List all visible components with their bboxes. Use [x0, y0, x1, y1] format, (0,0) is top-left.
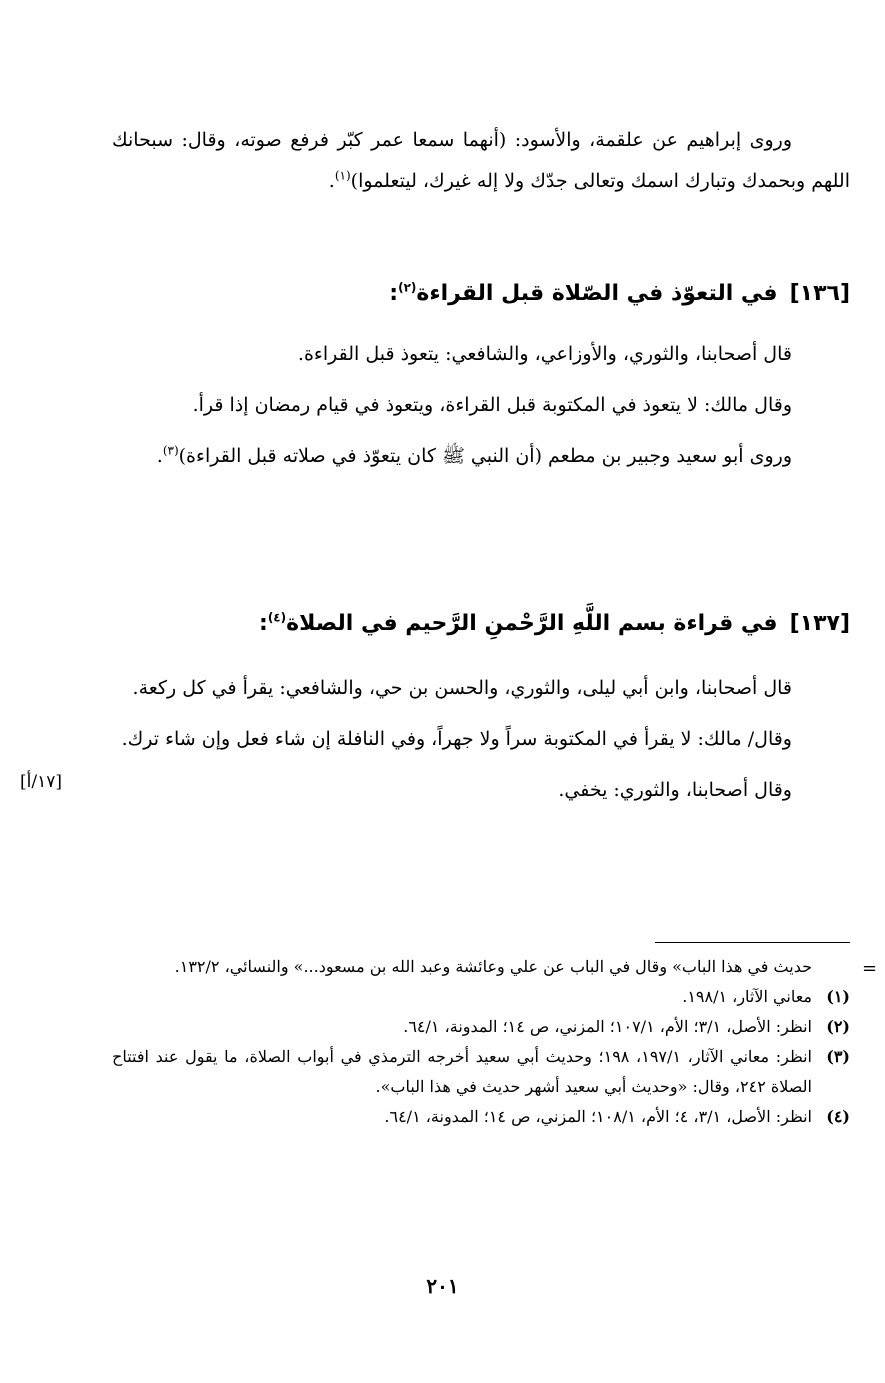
footnote-continuation [112, 952, 850, 982]
footnotes-block [112, 952, 850, 1132]
footnote-text: انظر: الأصل، ٣/١، ٤؛ الأم، ١٠٨/١؛ المزني، ص ١٤؛ المدونة، ٦٤/١. [384, 1107, 812, 1126]
footnote-item [112, 1102, 850, 1132]
opening-paragraph-block [112, 120, 850, 202]
continuation-mark: = [862, 958, 878, 979]
paragraph-ibrahim-narration [112, 120, 850, 202]
paragraph-abu-said-narration [112, 436, 850, 477]
footnote-ref-2[interactable]: (٢) [398, 280, 417, 295]
paragraph-companions-basmala: قال أصحابنا، وابن أبي ليلى، والثوري، والحسن بن حي، والشافعي: يقرأ في كل ركعة. [132, 677, 792, 699]
section-heading-136 [112, 274, 850, 314]
heading-colon: : [259, 611, 268, 636]
footnote-item [112, 1012, 850, 1042]
footnote-text: انظر: معاني الآثار، ١٩٧/١، ١٩٨؛ وحديث أبي سعيد أخرجه الترمذي في أبواب الصلاة، ما يقول عند افتتاح الصلاة ٢٤٢، وقال: «وحديث أبي سعيد أشهر حديث في هذا الباب». [112, 1047, 812, 1096]
footnote-item [112, 1042, 850, 1102]
footnote-number-blank [812, 952, 850, 982]
footnote-item [112, 982, 850, 1012]
section-137-body [112, 668, 850, 811]
footnote-ref-1[interactable]: (١) [334, 168, 351, 183]
footnote-separator [655, 942, 850, 943]
paragraph-malik-basmala: وقال/ مالك: لا يقرأ في المكتوبة سراً ولا جهراً، وفي النافلة إن شاء فعل وإن شاء ترك. [121, 728, 792, 750]
paragraph-companions-taawwudh: قال أصحابنا، والثوري، والأوزاعي، والشافعي: يتعوذ قبل القراءة. [297, 343, 792, 365]
footnote-ref-4[interactable]: (٤) [267, 610, 287, 625]
footnote-number: (٣) [826, 1047, 850, 1066]
paragraph-end: . [156, 445, 163, 467]
manuscript-folio-note: [١٧/أ] [20, 772, 62, 792]
section-136-body [112, 334, 850, 477]
section-title: في التعوّذ في الصّلاة قبل القراءة [416, 281, 778, 306]
paragraph-thawri-basmala: وقال أصحابنا، والثوري: يخفي. [558, 779, 792, 801]
section-number: [١٣٧] [789, 611, 850, 636]
paragraph-end: . [328, 170, 335, 192]
footnote-number: (١) [826, 987, 850, 1006]
footnote-number: (٢) [826, 1017, 850, 1036]
paragraph-text: وروى إبراهيم عن علقمة، والأسود: (أنهما سمعا عمر كبّر فرفع صوته، وقال: سبحانك اللهم وبحمدك وتبارك اسمك وتعالى جدّك ولا إله غيرك، ليتعلموا) [112, 129, 850, 192]
paragraph-malik-taawwudh: وقال مالك: لا يتعوذ في المكتوبة قبل القراءة، ويتعوذ في قيام رمضان إذا قرأ. [192, 394, 792, 416]
section-title: في قراءة بسم اللَّهِ الرَّحْمنِ الرَّحيم في الصلاة [286, 611, 778, 636]
paragraph-text: وروى أبو سعيد وجبير بن مطعم (أن النبي ﷺ كان يتعوّذ في صلاته قبل القراءة) [178, 445, 792, 467]
footnote-text: انظر: الأصل، ٣/١؛ الأم، ١٠٧/١؛ المزني، ص ١٤؛ المدونة، ٦٤/١. [403, 1017, 812, 1036]
heading-colon: : [389, 281, 399, 306]
footnote-number: (٤) [826, 1107, 850, 1126]
footnote-ref-3[interactable]: (٣) [162, 443, 179, 458]
section-heading-137 [112, 604, 850, 644]
footnote-text: حديث في هذا الباب» وقال في الباب عن علي وعائشة وعبد الله بن مسعود...» والنسائي، ١٣٢/٢. [174, 957, 812, 976]
page-number: ٢٠١ [426, 1274, 459, 1298]
section-number: [١٣٦] [789, 281, 850, 306]
footnote-text: معاني الآثار، ١٩٨/١. [682, 987, 812, 1006]
